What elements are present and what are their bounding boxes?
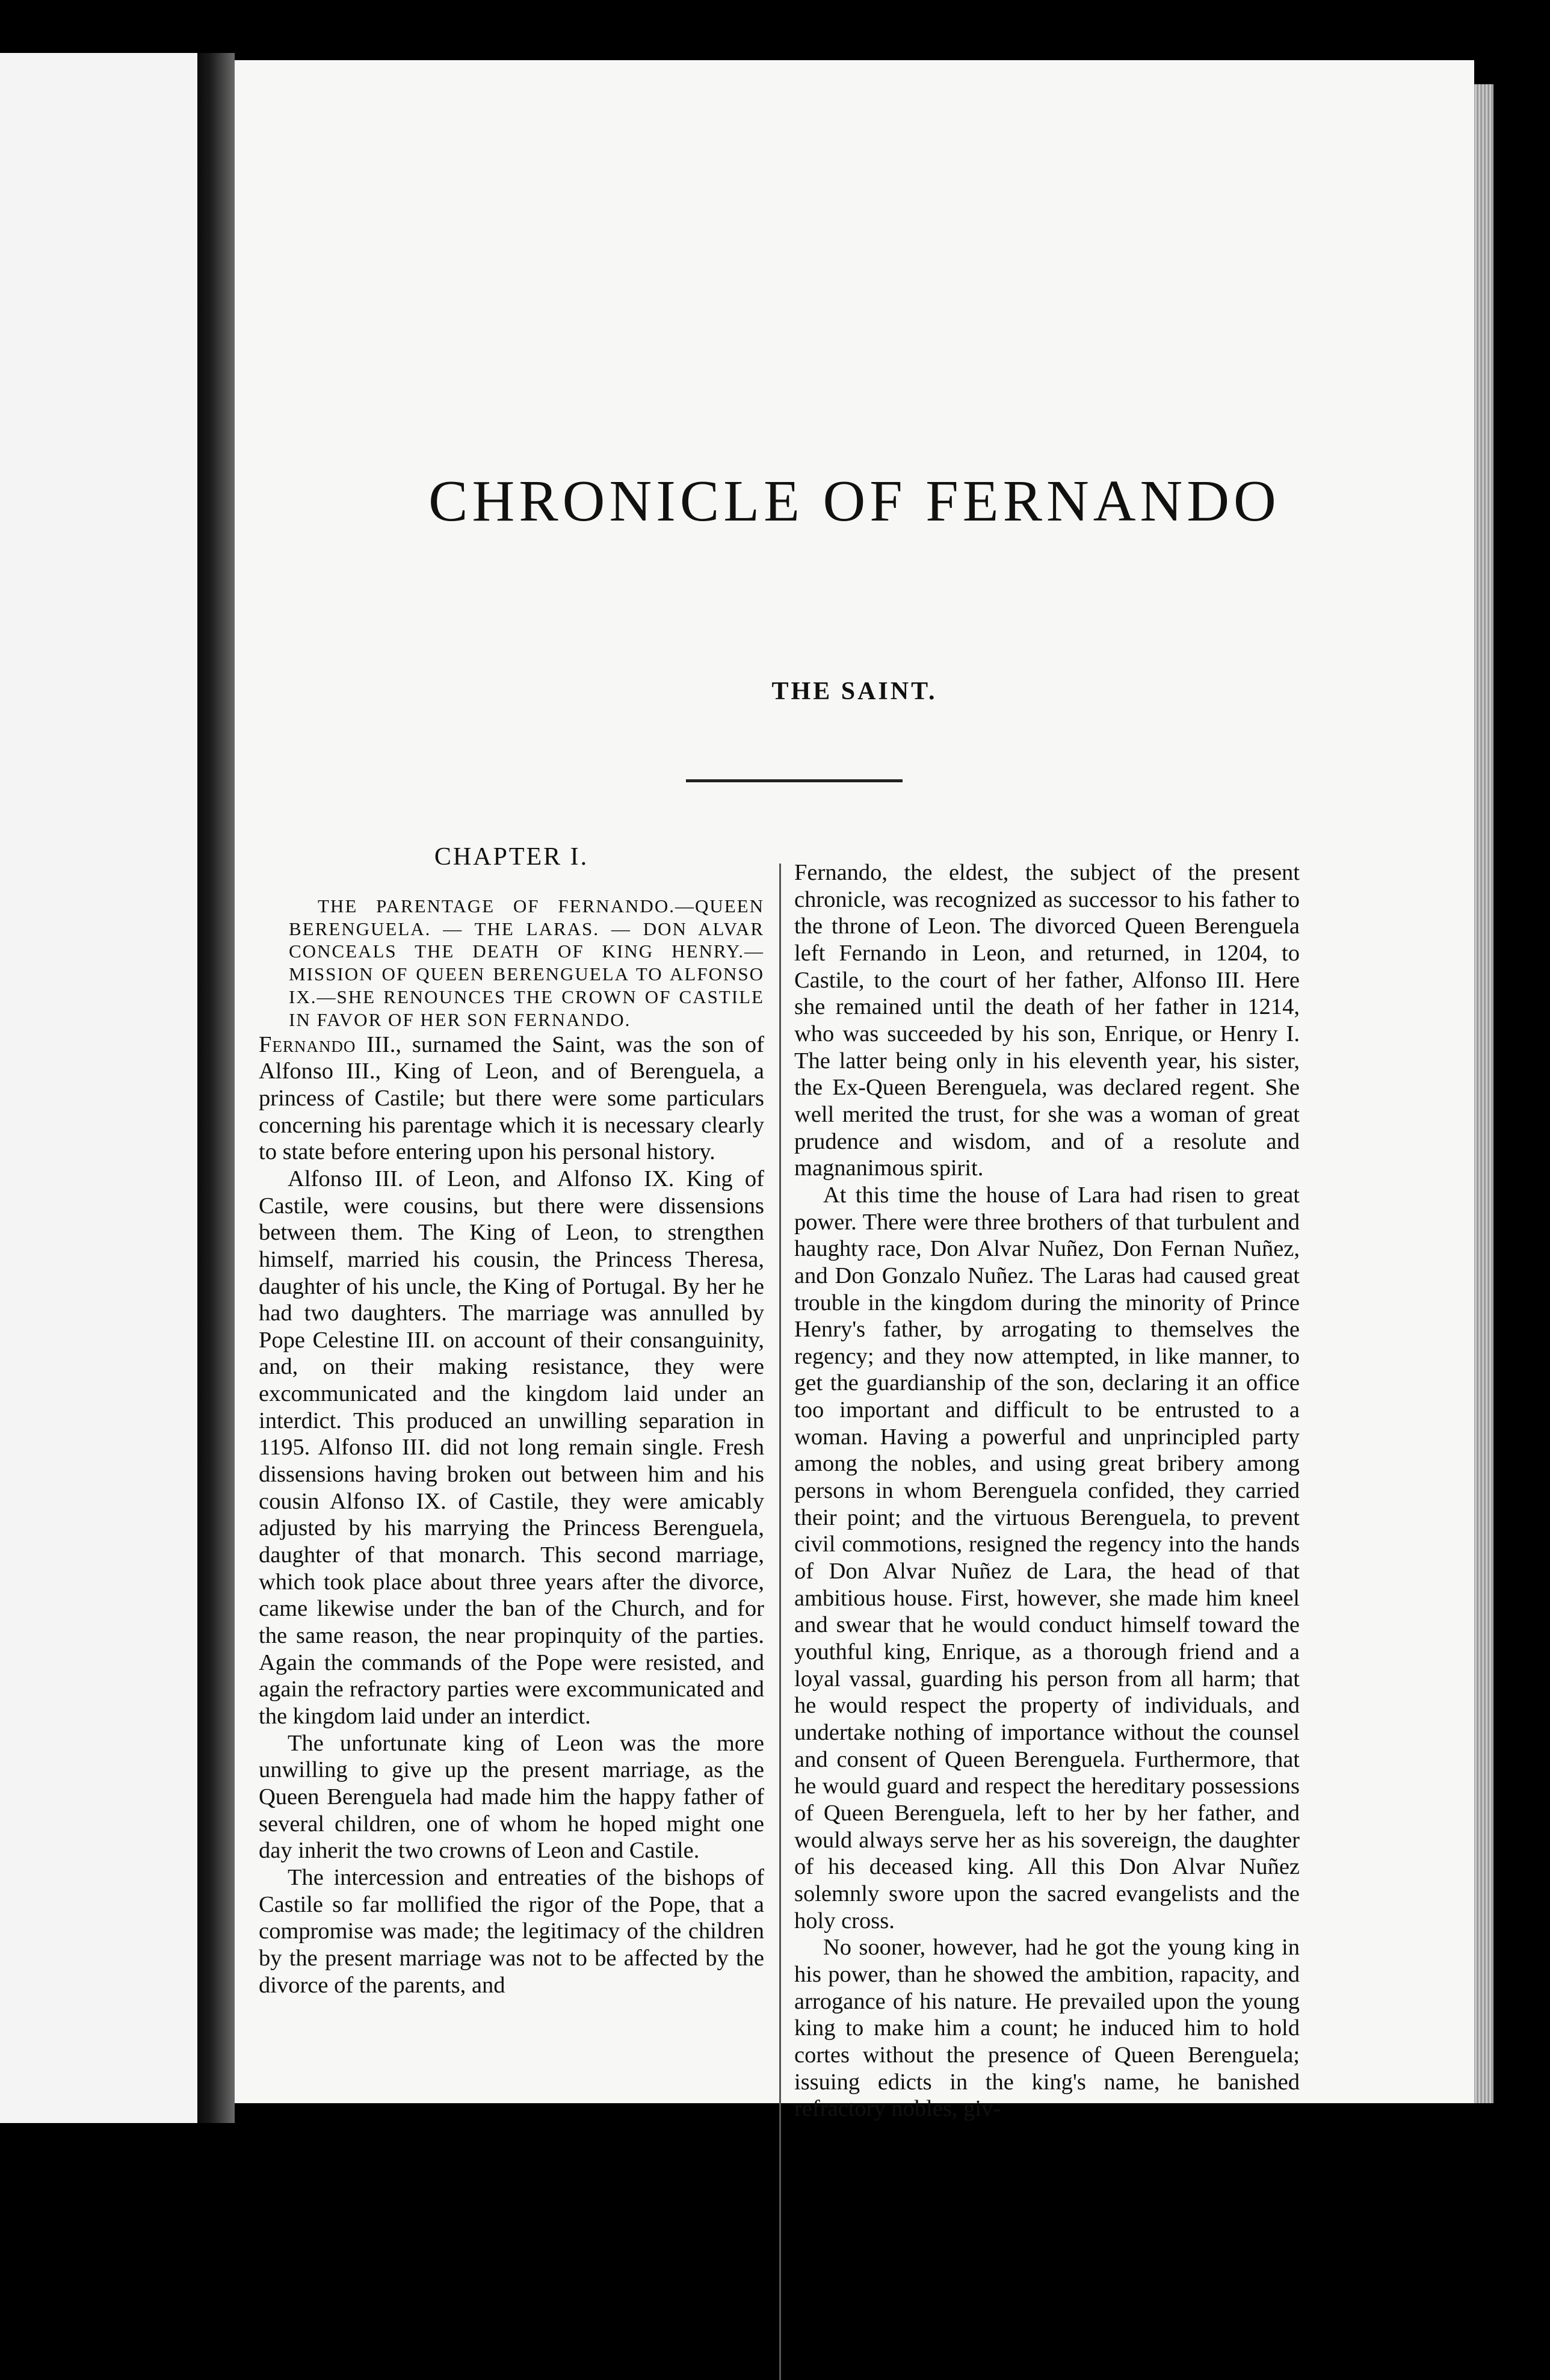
paragraph: At this time the house of Lara had risen to great power. There were three brothers of that turbulent and haughty race, Don Alvar Nuñez, Don Fernan Nuñez, and Don Gonzalo Nuñez. The Laras had caused great trouble in the kingdom during the minority of Prince Henry's father, by arrogating to themselves the regency; and they now attempted, in like manner, to get the guardianship of the son, declaring it an office too important and difficult to be entrusted to a woman. Having a powerful and unprincipled party among the nobles, and using great bribery among persons in whom Berenguela confided, they carried their point; and the virtuous Berenguela, to prevent civil commotions, resigned the regency into the hands of Don Alvar Nuñez de Lara, the head of that ambitious house. First, however, she made him kneel and swear that he would conduct himself toward the youthful king, Enrique, as a thorough friend and a loyal vassal, guarding his person from all harm; that he would respect the property of individuals, and undertake nothing of importance without the counsel and consent of Queen Berenguela. Furthermore, that he would guard and respect the hereditary possessions of Queen Berenguela, left to her by her father, and would always serve her as his sovereign, the daughter of his deceased king. All this Don Alvar Nuñez solemnly swore upon the sacred evangelists and the holy cross. [794, 1182, 1300, 1933]
paragraph: The intercession and entreaties of the bishops of Castile so far mollified the rigor of the Pope, that a compromise was made; the legitimacy of the children by the present marriage was not to be affected by the divorce of the parents, and [259, 1864, 764, 1998]
left-column [259, 842, 764, 1998]
paragraph: Alfonso III. of Leon, and Alfonso IX. King of Castile, were cousins, but there were dissensions between them. The King of Leon, to strengthen himself, married his cousin, the Princess Theresa, daughter of his uncle, the King of Portugal. By her he had two daughters. The marriage was annulled by Pope Celestine III. on account of their consanguinity, and, on their making resistance, they were excommunicated and the kingdom laid under an interdict. This produced an unwilling separation in 1195. Alfonso III. did not long remain single. Fresh dissensions having broken out between him and his cousin Alfonso IX. of Castile, they were amicably adjusted by his marrying the Princess Berenguela, daughter of that monarch. This second marriage, which took place about three years after the divorce, came likewise under the ban of the Church, and for the same reason, the near propinquity of the parties. Again the commands of the Pope were resisted, and again the refractory parties were excommunicated and the kingdom laid under an interdict. [259, 1166, 764, 1729]
book-title: CHRONICLE OF FERNANDO [428, 469, 1280, 534]
book-subtitle: THE SAINT. [771, 678, 937, 705]
book-page [235, 60, 1474, 2122]
paragraph: No sooner, however, had he got the young king in his power, than he showed the ambition, rapacity, and arrogance of his nature. He prevailed upon the young king to make him a count; he induced him to hold cortes without the presence of Queen Berenguela; issuing edicts in the king's name, he banished refractory nobles, giv- [794, 1935, 1300, 2122]
paragraph: The unfortunate king of Leon was the more unwilling to give up the present marriage, as the Queen Berenguela had made him the happy father of several children, one of whom he hoped might one day inherit the two crowns of Leon and Castile. [259, 1730, 764, 1864]
book-spine-shadow [197, 53, 235, 2123]
page-edge [1474, 84, 1493, 2103]
paragraph [259, 1031, 764, 1166]
chapter-heading: CHAPTER I. [434, 843, 589, 871]
chapter-summary: THE PARENTAGE OF FERNANDO.—QUEEN BERENGUELA. — THE LARAS. — DON ALVAR CONCEALS THE DEATH OF KING HENRY.— MISSION OF QUEEN BERENGUELA TO ALFONSO IX.—SHE RENOUNCES THE CROWN OF CASTILE IN FAVOR OF HER SON FERNANDO. [289, 895, 764, 1030]
title-rule [686, 779, 903, 782]
facing-page [0, 53, 197, 2123]
right-column [794, 859, 1300, 2122]
paragraph-text: III., surnamed the Saint, was the son of Alfonso III., King of Leon, and of Berenguela, a princess of Castile; but there were some particulars concerning his parentage which it is necessary clearly to state before entering upon his personal history. [259, 1031, 764, 1165]
column-divider [779, 864, 781, 2380]
lead-word: Fernando [259, 1031, 356, 1057]
paragraph: Fernando, the eldest, the subject of the present chronicle, was recognized as successor to his father to the throne of Leon. The divorced Queen Berenguela left Fernando in Leon, and returned, in 1204, to Castile, to the court of her father, Alfonso III. Here she remained until the death of her father in 1214, who was succeeded by his son, Enrique, or Henry I. The latter being only in his eleventh year, his sister, the Ex-Queen Berenguela, was declared regent. She well merited the trust, for she was a woman of great prudence and wisdom, and of a resolute and magnanimous spirit. [794, 860, 1300, 1181]
